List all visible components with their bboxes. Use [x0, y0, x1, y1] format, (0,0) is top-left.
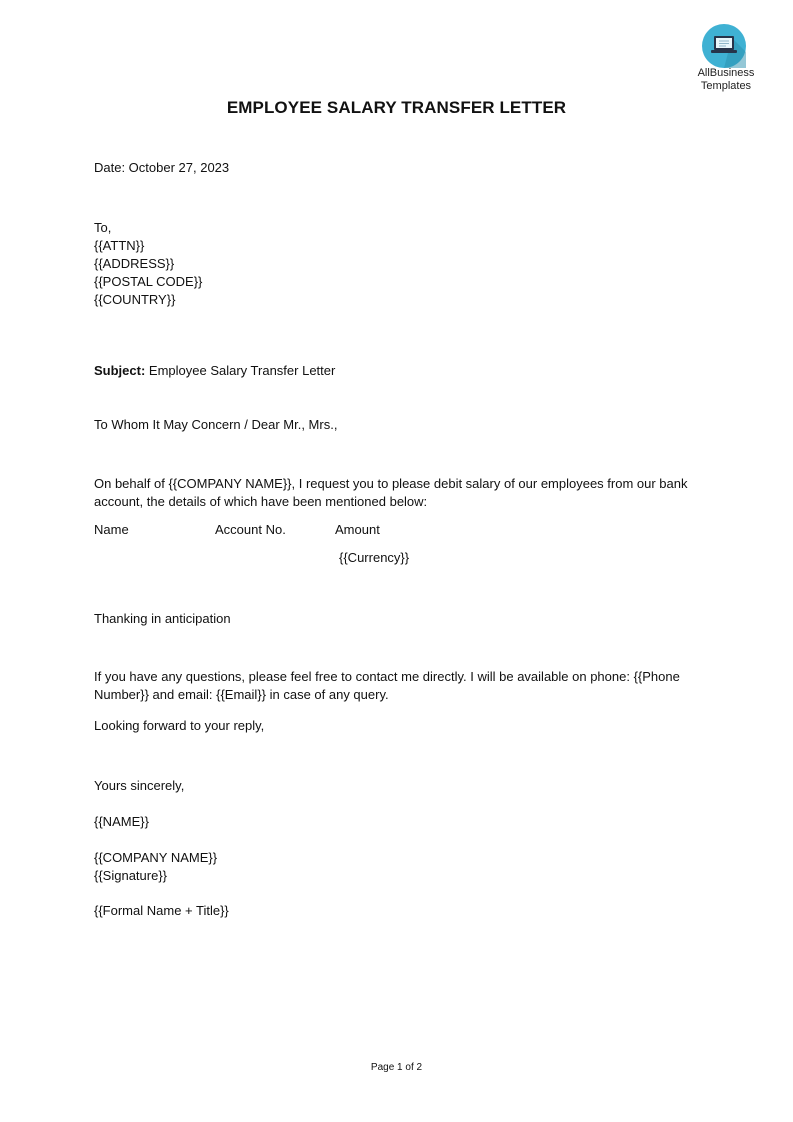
subject-text: Employee Salary Transfer Letter — [145, 363, 336, 378]
address-line: To, — [94, 220, 112, 235]
subject-line — [94, 362, 335, 380]
currency-placeholder: {{Currency}} — [339, 550, 410, 565]
logo-line-2: Templates — [700, 80, 752, 92]
page-footer: Page 1 of 2 — [370, 1062, 423, 1073]
address-line: {{ADDRESS}} — [94, 256, 175, 271]
sender-name: {{NAME}} — [94, 814, 149, 829]
logo-line-1: AllBusiness — [697, 67, 755, 79]
logo-circle — [702, 24, 746, 68]
subject-label: Subject: — [94, 363, 146, 378]
table-header-name: Name — [94, 522, 129, 537]
closing-line: Yours sincerely, — [94, 778, 185, 793]
sender-formal-title: {{Formal Name + Title}} — [94, 903, 229, 918]
document-title: EMPLOYEE SALARY TRANSFER LETTER — [226, 98, 567, 117]
greeting: To Whom It May Concern / Dear Mr., Mrs., — [94, 417, 338, 432]
address-line: {{POSTAL CODE}} — [94, 274, 203, 289]
intro-paragraph: On behalf of {{COMPANY NAME}}, I request you to please debit salary of our employees from our bank account, the details of which have been mentioned below: — [94, 476, 688, 509]
contact-paragraph: If you have any questions, please feel free to contact me directly. I will be available on phone: {{Phone Number}} and email: {{Email}} in case of any query. — [94, 669, 680, 702]
logo-text — [690, 67, 762, 93]
laptop-icon — [702, 24, 746, 68]
address-line: {{COUNTRY}} — [94, 292, 176, 307]
date-line: Date: October 27, 2023 — [94, 160, 230, 175]
sender-company: {{COMPANY NAME}} — [94, 850, 218, 865]
table-header-account: Account No. — [215, 522, 286, 537]
sender-signature: {{Signature}} — [94, 868, 168, 883]
thanking-line: Thanking in anticipation — [94, 611, 231, 626]
looking-forward-line: Looking forward to your reply, — [94, 718, 265, 733]
allbusiness-logo[interactable] — [690, 22, 770, 94]
table-header-amount: Amount — [335, 522, 380, 537]
address-line: {{ATTN}} — [94, 238, 145, 253]
